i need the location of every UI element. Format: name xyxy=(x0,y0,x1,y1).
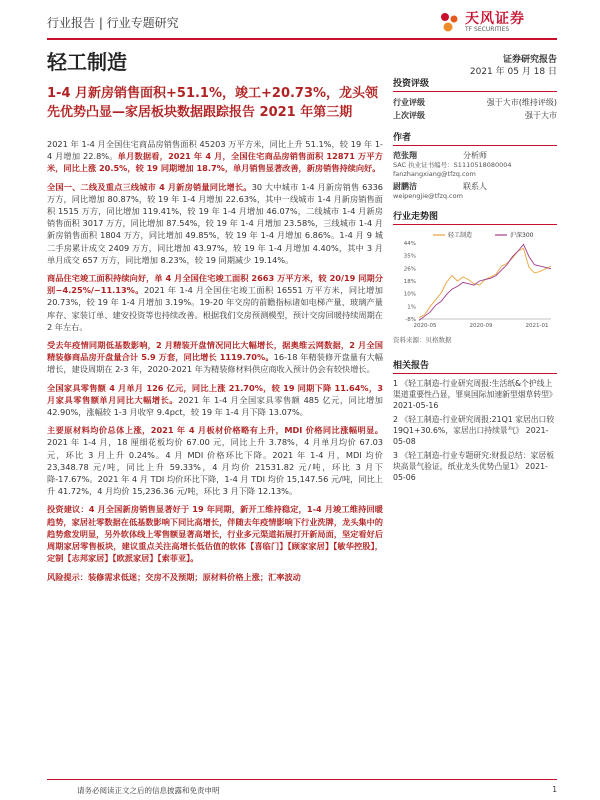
y-tick-label: 26% xyxy=(403,266,416,273)
analyst-name: 范张翔 xyxy=(393,151,417,160)
rating-heading: 投资评级 xyxy=(393,76,557,92)
y-tick-label: 44% xyxy=(403,241,416,247)
logo-text-en: TF SECURITIES xyxy=(465,26,510,33)
y-tick-label: 18% xyxy=(403,279,416,285)
paragraph: 主要原材料均价总体上涨，2021 年 4 月板材价格略有上升，MDI 价格同比涨幅明显。2021 年 1-4 月，18 厘细花板均价 67.00 元，同比上升 3.78%，4 月单月均价 67.03 元，环比 3 月上升 0.24%。4 月 MDI 价格环比下降。2021 年 1-4 月，MDI 均价 23,348.78 元/吨，同比上升 59.33%，4 月均价 21531.82 元/吨，环比 3 月下降-17.67%。2021 年 4 月 TDI 均价环比下降，1-4 月 TDI 均价 15,147.56 元/吨，同比上升 41.72%，4 月均价 15,236.36 元/吨，环比 3 月下降 12.13%。 xyxy=(47,425,383,497)
footer-disclaimer: 请务必阅读正文之后的信息披露和免责申明 xyxy=(77,786,220,795)
rating-row: 行业评级 强于大市(维持评级) xyxy=(393,98,557,107)
y-tick-label: 10% xyxy=(403,291,416,298)
analyst-email[interactable]: fanzhangxiang@tfzq.com xyxy=(393,170,476,178)
author-heading: 作者 xyxy=(393,130,557,146)
analyst-role: 联系人 xyxy=(463,182,487,191)
chart-source: 资料来源：贝格数据 xyxy=(393,336,452,344)
paragraph: 全国一、二线及重点三线城市 4 月新房销量同比增长。30 大中城市 1-4 月新房销售 6336 万方，同比增加 80.87%，较 19 年 1-4 月增加 22.63%，其中一线城市 1-4 月新房销售面积 1515 万方，同比增加 119.41%，较 19 年 1-4 月增加 46.07%，二线城市 1-4 月新房销售面积 3017 万方，同比增加 87.54%，较 19 年 1-4 月增加 23.58%，三线城市 1-4 月新房销售面积 1804 万方，同比增加 49.85%，较 19 年 1-4 月增加 6.86%。1-4 月 9 城二手房累计成交 2409 万方，同比增加 43.97%，较 19 年 1-4 月增加 4.40%，其中 3 月单月成交 657 万方，同比增加 8.23%，较 19 同期减少 19.14%。 xyxy=(47,181,383,265)
header-divider xyxy=(47,38,557,40)
analyst-email[interactable]: weipengjie@tfzq.com xyxy=(393,192,463,200)
report-headline: 1-4 月新房销售面积+51.1%，竣工+20.73%，龙头领先优势凸显—家居板块数据跟踪报告 2021 年第三期 xyxy=(47,86,379,120)
x-tick-label: 2021-01 xyxy=(525,323,549,329)
series-line xyxy=(419,248,551,317)
y-tick-label: 1% xyxy=(407,304,416,311)
trend-chart-svg xyxy=(393,229,557,333)
related-report-link[interactable]: 3 《轻工制造-行业专题研究:财报总结：家居板块高景气验证，纸业龙头优势凸显1》 2021-05-06 xyxy=(393,451,555,482)
paragraph: 风险提示：装修需求低迷；交房不及预期；原材料价格上涨；汇率波动 xyxy=(47,571,301,582)
top-bar xyxy=(47,8,557,38)
legend-label: 轻工制造 xyxy=(448,232,473,239)
paragraph: 受去年疫情同期低基数影响，2 月精装开盘情况同比大幅增长，据奥维云网数据，2 月全国精装修商品房开盘量合计 5.9 万套，同比增长 1119.70%。16-18 年精装修开盘量有大幅增长，建设周期在 2-3 年，2020-2021 年为精装修材料供应商收入预计仍会有较快增长。 xyxy=(47,340,383,375)
report-date: 2021 年 05 月 18 日 xyxy=(469,67,557,77)
trend-chart xyxy=(393,229,557,333)
y-tick-label: 35% xyxy=(403,253,416,260)
paragraph: 2021 年 1-4 月全国住宅商品房销售面积 45203 万平方米，同比上升 51.1%，较 19 年 1-4 月增加 22.8%。单月数据看，2021 年 4 月，全国住宅商品房销售面积 12871 万平方米，同比上涨 20.5%，较 19 同期增加 18.7%，单月销售显著改善，新房销售持续向好。 xyxy=(47,139,383,174)
analyst-card xyxy=(393,181,557,201)
x-tick-label: 2020-09 xyxy=(469,323,493,329)
main-body xyxy=(47,138,383,589)
analyst-cert: SAC 执业证书编号：S1110518080004 xyxy=(393,161,512,169)
chart-heading: 行业走势图 xyxy=(393,209,557,225)
page-number: 1 xyxy=(552,785,557,794)
rating-row: 上次评级 强于大市 xyxy=(393,111,557,120)
logo-icon xyxy=(437,10,461,34)
analyst-name: 尉鹏洁 xyxy=(393,182,417,191)
sector-title: 轻工制造 xyxy=(47,50,127,74)
footer-divider xyxy=(47,779,557,780)
paragraph: 全国家具零售额 4 月单月 126 亿元，同比上涨 21.70%，较 19 同期下降 11.64%，3 月家具零售额单月同比大幅增长。2021 年 1-4 月全国家具零售额 485 亿元，同比增加 42.90%，涨幅较 1-3 月收窄 9.4pct，较 19 年 1-4 月下降 13.07%。 xyxy=(47,382,383,418)
y-tick-label: -8% xyxy=(405,317,416,323)
logo-text-cn: 天风证券 xyxy=(465,11,525,27)
analyst-card xyxy=(393,150,557,179)
x-tick-label: 2020-05 xyxy=(413,323,437,329)
legend-label: 沪深300 xyxy=(510,232,534,239)
series-line xyxy=(419,244,551,320)
company-logo xyxy=(437,8,557,40)
paragraph: 商品住宅竣工面积持续向好，单 4 月全国住宅竣工面积 2663 万平方米，较 20/19 同期分别−4.25%/−11.13%。2021 年 1-4 月全国住宅竣工面积 16551 万平方米，同比增加 20.73%，较 19 年 1-4 月增加 3.19%。19-20 年交房的前瞻指标诸如电梯产量、玻璃产量库存、家装订单、建安投资等也持续改善。根据我们交房预测模型，预计交房回暖持续周期在 2 年左右。 xyxy=(47,273,383,332)
analyst-role: 分析师 xyxy=(463,151,487,160)
related-heading: 相关报告 xyxy=(393,358,557,374)
related-report-link[interactable]: 1 《轻工制造-行业研究周报:生活纸&个护线上渠道重要性凸显，罪臭国际加速新型烟草转型》 2021-05-16 xyxy=(393,379,557,410)
report-category: 行业报告 | 行业专题研究 xyxy=(47,16,179,30)
paragraph: 投资建议：4 月全国新房销售显著好于 19 年同期，新开工维持稳定，1-4 月竣工维持回暖趋势，家居社零数据在低基数影响下同比高增长，伴随去年疫情影响下行业洗牌，龙头集中的趋势愈发明显，另外软体线上零售额显著高增长，行业多元渠道拓展打开新局面，坚定看好后周期家居零售板块，建议重点关注高增长低估值的软体【喜临门】【顾家家居】【敏华控股】，定制【志邦家居】【欧派家居】【索菲亚】。 xyxy=(47,504,383,564)
report-type: 证券研究报告 xyxy=(502,55,557,65)
related-report-link[interactable]: 2 《轻工制造-行业研究周报:21Q1 家居出口较 19Q1+30.6%，家居出口持续景气》 2021-05-08 xyxy=(393,415,555,446)
sidebar xyxy=(393,76,557,486)
